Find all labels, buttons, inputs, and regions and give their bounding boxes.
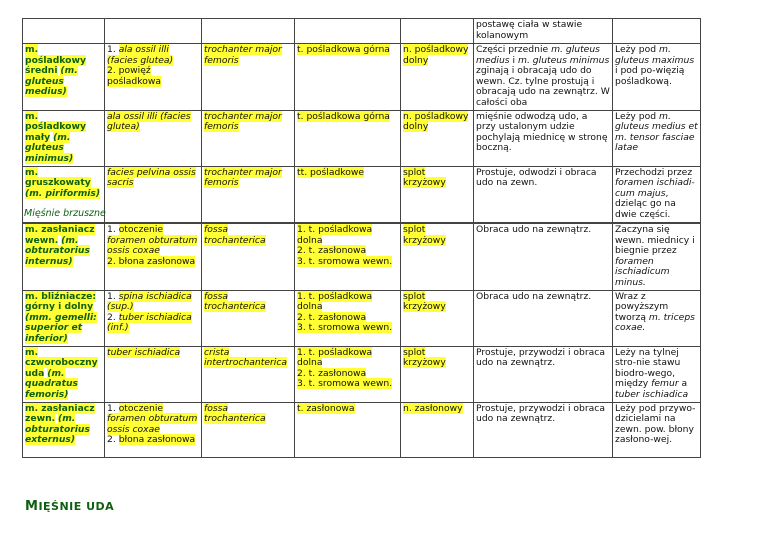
cell-origin: 1. otoczenie foramen obturatum ossis coxae 2. błona zasłonowa	[105, 402, 202, 457]
table-row	[23, 44, 701, 111]
cell-nerve: splot krzyżowy	[401, 290, 474, 346]
cell-notes: Leży pod przywo-dzicielami na zewn. pow. błony zasłono-wej.	[613, 402, 701, 457]
table-row	[23, 19, 701, 44]
muscle-table-gluteal	[22, 18, 701, 223]
cell-nerve: splot krzyżowy	[401, 224, 474, 291]
cell-origin: facies pelvina ossis sacris	[105, 166, 202, 222]
cell-artery: tt. pośladkowe	[295, 166, 401, 222]
cell-function: mięśnie odwodzą udo, a przy ustalonym udzie pochylają miednicę w stronę boczną.	[474, 110, 613, 166]
cell-function: Prostuje, przywodzi i obraca udo na zewnątrz.	[474, 402, 613, 457]
cell-notes: Leży pod m. gluteus medius et m. tensor fasciae latae	[613, 110, 701, 166]
cell-function: Obraca udo na zewnątrz.	[474, 290, 613, 346]
cell-nerve: n. pośladkowy dolny	[401, 44, 474, 111]
cell-nerve: n. pośladkowy dolny	[401, 110, 474, 166]
cell-muscle-name: m. czworoboczny uda (m. quadratus femoris)	[23, 346, 105, 402]
cell-insertion: trochanter major femoris	[202, 166, 295, 222]
cell-artery: 1. t. pośladkowa dolna 2. t. zasłonowa 3. t. sromowa wewn.	[295, 346, 401, 402]
cell-artery: 1. t. pośladkowa dolna 2. t. zasłonowa 3. t. sromowa wewn.	[295, 224, 401, 291]
cell-notes: Przechodzi przez foramen ischiadi-cum majus, dzieląc go na dwie części.	[613, 166, 701, 222]
cell-nerve: splot krzyżowy	[401, 166, 474, 222]
cell-muscle-name: m. zasłaniacz wewn. (m. obturatorius internus)	[23, 224, 105, 291]
table-row	[23, 346, 701, 402]
table-row	[23, 402, 701, 457]
cell-insertion: trochanter major femoris	[202, 110, 295, 166]
cell-notes: Wraz z powyższym tworzą m. triceps coxae.	[613, 290, 701, 346]
cell-insertion: fossa trochanterica	[202, 224, 295, 291]
muscle-table-abdominal	[22, 223, 701, 458]
cell-artery: 1. t. pośladkowa dolna 2. t. zasłonowa 3. t. sromowa wewn.	[295, 290, 401, 346]
section-label: Mięśnie brzuszne	[24, 208, 106, 219]
cell-function: Prostuje, przywodzi i obraca udo na zewnątrz.	[474, 346, 613, 402]
table-row	[23, 166, 701, 222]
cell-function: Obraca udo na zewnątrz.	[474, 224, 613, 291]
cell-artery: t. pośladkowa górna	[295, 44, 401, 111]
cell-function: Części przednie m. gluteus medius i m. gluteus minimus zginają i obracają udo do wewn. Cz. tylne prostują i obracają udo na zewnątrz. W całości oba	[474, 44, 613, 111]
cell-origin: 1. spina ischiadica (sup.) 2. tuber ischiadica (inf.)	[105, 290, 202, 346]
cell-insertion: fossa trochanterica	[202, 290, 295, 346]
table-row	[23, 110, 701, 166]
cell-origin: ala ossil illi (facies glutea)	[105, 110, 202, 166]
cell-muscle-name: m. zasłaniacz zewn. (m. obturatorius externus)	[23, 402, 105, 457]
cell-notes: Zaczyna się wewn. miednicy i biegnie przez foramen ischiadicum minus.	[613, 224, 701, 291]
cell-muscle-name: m. pośladkowy mały (m. gluteus minimus)	[23, 110, 105, 166]
section-heading-thigh-muscles: MIĘŚNIE UDA	[25, 499, 115, 514]
cell-notes: Leży na tylnej stro-nie stawu biodro-wego, między femur a tuber ischiadica	[613, 346, 701, 402]
cell-muscle-name: m. bliźniacze: górny i dolny (mm. gemelli: superior et inferior)	[23, 290, 105, 346]
cell-muscle-name: m. gruszkowaty (m. piriformis)	[23, 166, 105, 222]
cell-insertion: crista intertrochanterica	[202, 346, 295, 402]
table-row	[23, 290, 701, 346]
cell-artery: t. zasłonowa	[295, 402, 401, 457]
cell-muscle-name: m. pośladkowy średni (m. gluteus medius)	[23, 44, 105, 111]
cell-nerve: n. zasłonowy	[401, 402, 474, 457]
table-row	[23, 224, 701, 291]
cell-artery: t. pośladkowa górna	[295, 110, 401, 166]
cell-insertion: fossa trochanterica	[202, 402, 295, 457]
cell-nerve: splot krzyżowy	[401, 346, 474, 402]
cell-function: Prostuje, odwodzi i obraca udo na zewn.	[474, 166, 613, 222]
cell-function: postawę ciała w stawie kolanowym	[474, 19, 613, 44]
cell-origin: tuber ischiadica	[105, 346, 202, 402]
cell-origin: 1. otoczenie foramen obturatum ossis coxae 2. błona zasłonowa	[105, 224, 202, 291]
cell-insertion: trochanter major femoris	[202, 44, 295, 111]
cell-notes: Leży pod m. gluteus maximus i pod po-więzią pośladkową.	[613, 44, 701, 111]
cell-origin: 1. ala ossil illi (facies glutea) 2. powięź pośladkowa	[105, 44, 202, 111]
